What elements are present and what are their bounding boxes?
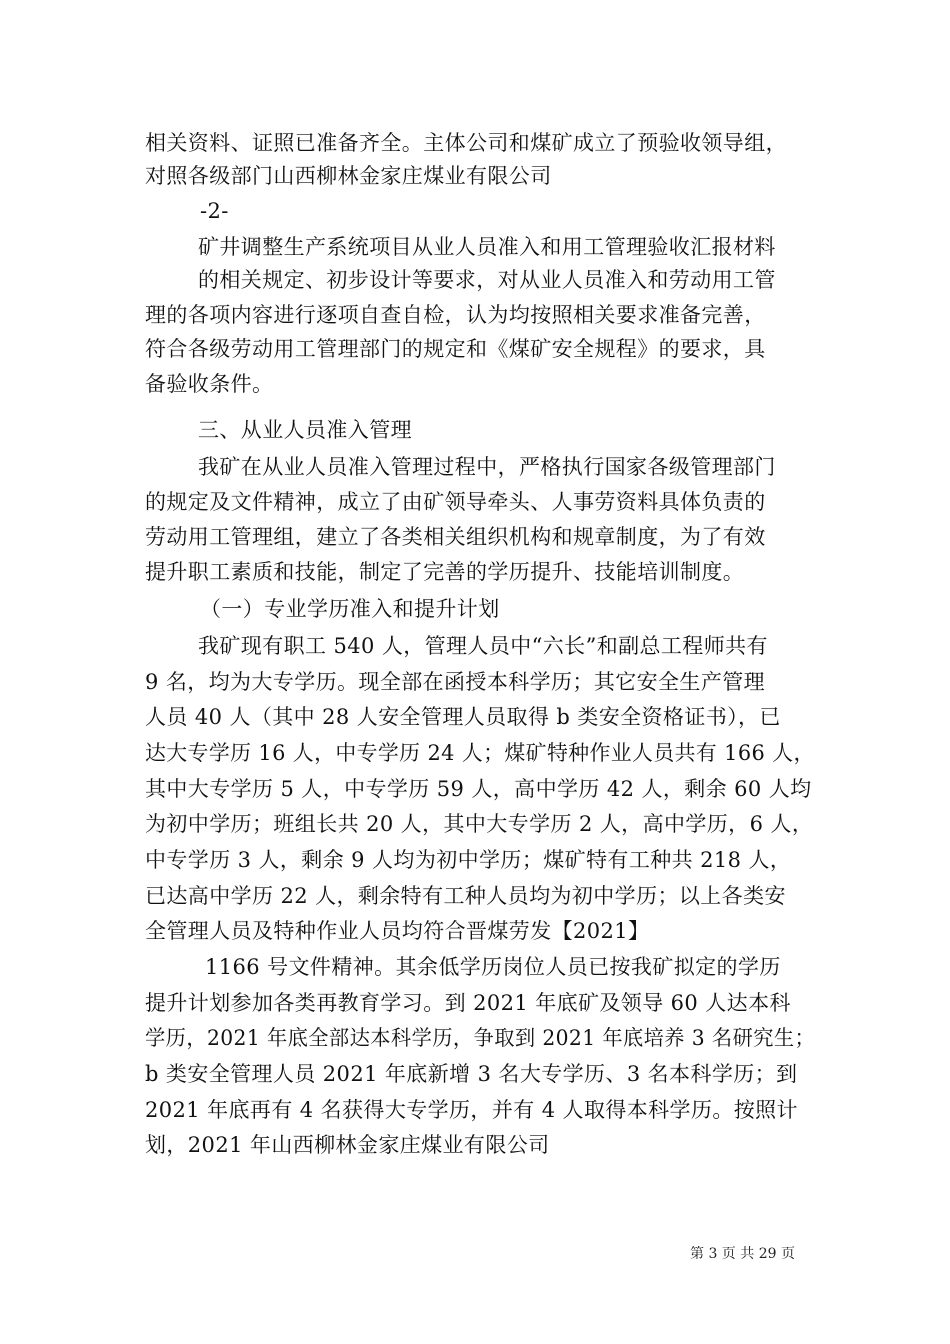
- page-footer-indicator: 第 3 页 共 29 页: [690, 1246, 795, 1262]
- text-line: 全管理人员及特种作业人员均符合晋煤劳发【2021】: [145, 919, 650, 943]
- text-line: 符合各级劳动用工管理部门的规定和《煤矿安全规程》的要求，具: [145, 337, 766, 361]
- text-line: 矿井调整生产系统项目从业人员准入和用工管理验收汇报材料: [198, 235, 776, 259]
- text-line: 划，2021 年山西柳林金家庄煤业有限公司: [145, 1133, 550, 1157]
- text-line: 2021 年底再有 4 名获得大专学历，并有 4 人取得本科学历。按照计: [145, 1098, 798, 1122]
- text-line: 的规定及文件精神，成立了由矿领导牵头、人事劳资料具体负责的: [145, 490, 766, 514]
- text-line: 达大专学历 16 人，中专学历 24 人；煤矿特种作业人员共有 166 人，: [145, 741, 815, 765]
- text-line: 提升计划参加各类再教育学习。到 2021 年底矿及领导 60 人达本科: [145, 991, 791, 1015]
- text-line: 1166 号文件精神。其余低学历岗位人员已按我矿拟定的学历: [205, 955, 781, 979]
- subsection-heading: （一）专业学历准入和提升计划: [200, 597, 500, 621]
- text-line: 劳动用工管理组，建立了各类相关组织机构和规章制度，为了有效: [145, 525, 766, 549]
- text-line: 我矿在从业人员准入管理过程中，严格执行国家各级管理部门: [198, 455, 776, 479]
- text-line: 相关资料、证照已准备齐全。主体公司和煤矿成立了预验收领导组，: [145, 131, 787, 155]
- text-line: b 类安全管理人员 2021 年底新增 3 名大专学历、3 名本科学历；到: [145, 1062, 798, 1086]
- text-line: 对照各级部门山西柳林金家庄煤业有限公司: [145, 164, 552, 188]
- text-line: 其中大专学历 5 人，中专学历 59 人，高中学历 42 人，剩余 60 人均: [145, 777, 812, 801]
- text-line: 中专学历 3 人，剩余 9 人均为初中学历；煤矿特有工种共 218 人，: [145, 848, 792, 872]
- text-line: 我矿现有职工 540 人，管理人员中“六长”和副总工程师共有: [198, 634, 768, 658]
- text-line: 人员 40 人（其中 28 人安全管理人员取得 b 类安全资格证书），已: [145, 705, 781, 729]
- text-line: 为初中学历；班组长共 20 人，其中大专学历 2 人，高中学历，6 人，: [145, 812, 814, 836]
- text-line: 提升职工素质和技能，制定了完善的学历提升、技能培训制度。: [145, 560, 745, 584]
- text-line: 的相关规定、初步设计等要求，对从业人员准入和劳动用工管: [198, 268, 776, 292]
- text-line: 备验收条件。: [145, 372, 274, 396]
- text-line: 学历，2021 年底全部达本科学历，争取到 2021 年底培养 3 名研究生；: [145, 1026, 816, 1050]
- text-line: 9 名，均为大专学历。现全部在函授本科学历；其它安全生产管理: [145, 670, 766, 694]
- section-heading: 三、从业人员准入管理: [198, 418, 412, 442]
- text-line: 已达高中学历 22 人，剩余特有工种人员均为初中学历；以上各类安: [145, 884, 786, 908]
- text-line: 理的各项内容进行逐项自查自检，认为均按照相关要求准备完善，: [145, 303, 766, 327]
- page-number-marker: -2-: [200, 199, 229, 223]
